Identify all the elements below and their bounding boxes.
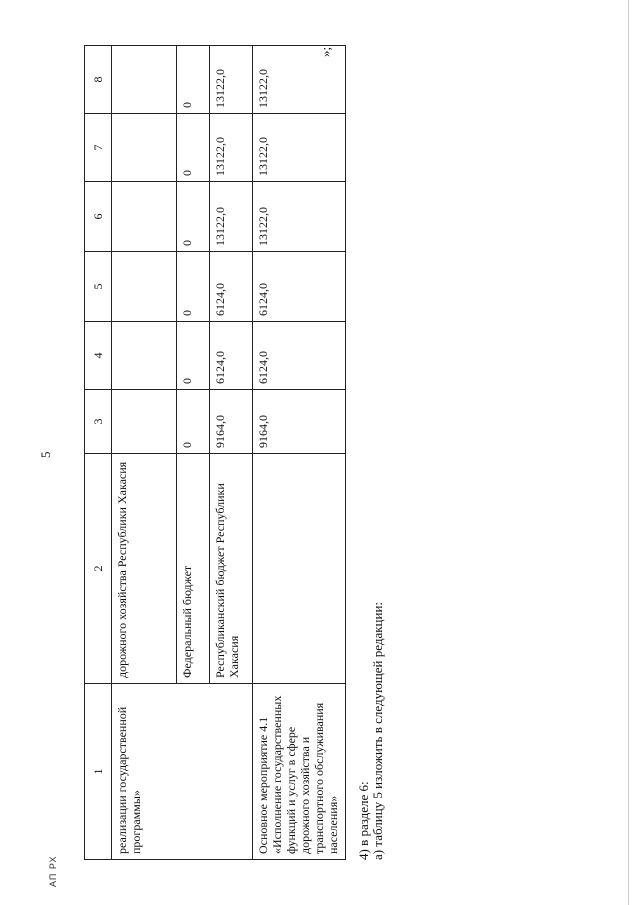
value-cell bbox=[112, 390, 177, 454]
archive-stamp: АП РХ bbox=[48, 855, 58, 887]
value-cell bbox=[112, 182, 177, 252]
header-cell: 4 bbox=[85, 322, 112, 390]
measure-name-cell: Основное мероприятие 4.1 «Исполнение государственных функций и услуг в сфере дорожного хозяйства и транспортного обслуживания населения» bbox=[253, 684, 346, 860]
header-cell: 7 bbox=[85, 114, 112, 182]
value-cell: 6124,0 bbox=[253, 322, 346, 390]
value-cell: 13122,0 bbox=[253, 46, 346, 114]
funding-table bbox=[84, 45, 346, 860]
program-name-cell: реализации государственной программы» bbox=[112, 684, 253, 860]
value-cell: 6124,0 bbox=[253, 252, 346, 322]
header-cell: 5 bbox=[85, 252, 112, 322]
source-cell: дорожного хозяйства Республики Хакасия bbox=[112, 454, 177, 684]
value-cell bbox=[112, 46, 177, 114]
table-row bbox=[253, 46, 346, 860]
source-cell: Федеральный бюджет bbox=[177, 454, 210, 684]
closing-quote-mark: »; bbox=[318, 46, 333, 57]
value-cell: 0 bbox=[177, 390, 210, 454]
table-header-row bbox=[85, 46, 112, 860]
source-cell: Республиканский бюджет Республики Хакасия bbox=[210, 454, 253, 684]
table-row bbox=[112, 46, 177, 860]
value-cell: 6124,0 bbox=[210, 252, 253, 322]
value-cell bbox=[112, 252, 177, 322]
value-cell: 9164,0 bbox=[210, 390, 253, 454]
value-cell: 13122,0 bbox=[253, 114, 346, 182]
value-cell: 9164,0 bbox=[253, 390, 346, 454]
value-cell bbox=[112, 322, 177, 390]
value-cell: 13122,0 bbox=[253, 182, 346, 252]
value-cell: 13122,0 bbox=[210, 114, 253, 182]
source-cell bbox=[253, 454, 346, 684]
amendment-line-1: 4) в разделе 6: bbox=[356, 781, 371, 860]
value-cell: 6124,0 bbox=[210, 322, 253, 390]
value-cell: 0 bbox=[177, 114, 210, 182]
value-cell: 0 bbox=[177, 322, 210, 390]
scan-edge-divider bbox=[628, 0, 629, 905]
header-cell: 8 bbox=[85, 46, 112, 114]
value-cell bbox=[112, 114, 177, 182]
value-cell: 13122,0 bbox=[210, 182, 253, 252]
value-cell: 0 bbox=[177, 182, 210, 252]
header-cell: 3 bbox=[85, 390, 112, 454]
page-number: 5 bbox=[38, 451, 53, 458]
header-cell: 2 bbox=[85, 454, 112, 684]
value-cell: 0 bbox=[177, 46, 210, 114]
amendment-line-2: а) таблицу 5 изложить в следующей редакции: bbox=[370, 601, 385, 860]
value-cell: 0 bbox=[177, 252, 210, 322]
header-cell: 6 bbox=[85, 182, 112, 252]
value-cell: 13122,0 bbox=[210, 46, 253, 114]
header-cell: 1 bbox=[85, 684, 112, 860]
